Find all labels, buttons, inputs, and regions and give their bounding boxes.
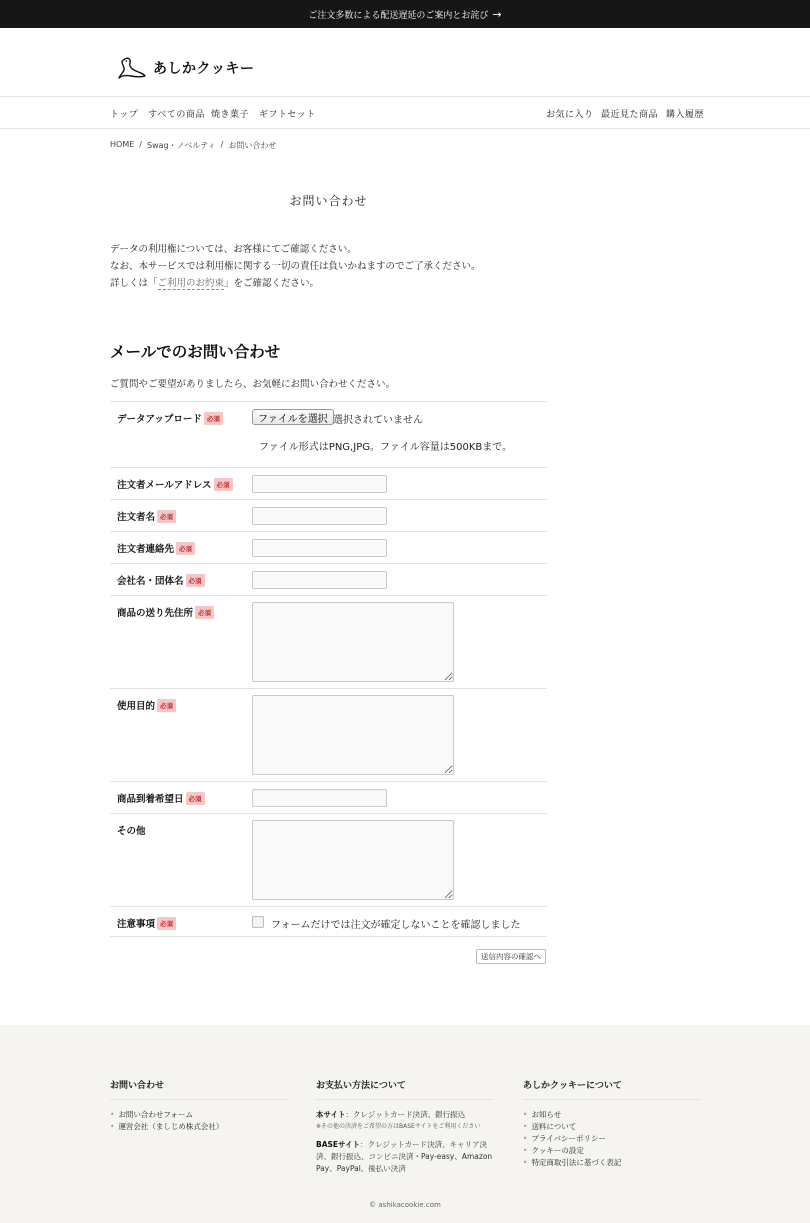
- form-row-email: [110, 468, 547, 500]
- footer-about-title: あしかクッキーについて: [523, 1078, 700, 1100]
- payment-site-info: [316, 1109, 493, 1133]
- payment-base-info: [316, 1139, 493, 1175]
- required-badge: 必須: [186, 792, 205, 805]
- form-row-company: [110, 564, 547, 596]
- breadcrumb-current: お問い合わせ: [228, 141, 277, 150]
- footer-link-privacy[interactable]: • プライバシーポリシー: [523, 1133, 700, 1145]
- contact-label: [117, 541, 195, 555]
- purpose-textarea[interactable]: [252, 695, 454, 775]
- nav-item-top[interactable]: トップ: [110, 110, 139, 120]
- notes-label-text: 注意事項: [117, 919, 156, 930]
- file-status: 選択されていません: [333, 415, 423, 426]
- footer-link-shipping[interactable]: • 送料について: [523, 1121, 700, 1133]
- logo-text: あしかクッキー: [153, 61, 255, 77]
- site-header: [0, 28, 810, 97]
- footer-link-company[interactable]: • 運営会社（ましじめ株式会社）: [110, 1121, 287, 1133]
- required-badge: 必須: [204, 412, 223, 425]
- breadcrumb-category[interactable]: Swag・ノベルティ: [146, 141, 216, 150]
- required-badge: 必須: [186, 574, 205, 587]
- contact-form: [110, 401, 547, 937]
- name-label-text: 注文者名: [117, 512, 156, 523]
- footer-payment-column: [316, 1078, 493, 1175]
- email-label-text: 注文者メールアドレス: [117, 480, 212, 491]
- upload-label-text: データアップロード: [117, 414, 202, 425]
- notice-line-1: データの利用権については、お客様にてご確認ください。: [110, 244, 357, 255]
- nav-item-baked-goods[interactable]: 焼き菓子: [211, 110, 250, 120]
- date-label-text: 商品到着希望日: [117, 794, 184, 805]
- site-logo[interactable]: [117, 56, 255, 80]
- form-row-contact: [110, 532, 547, 564]
- main-nav: [0, 97, 810, 129]
- form-row-other: [110, 814, 547, 907]
- footer-link-contact-form[interactable]: • お問い合わせフォーム: [110, 1109, 287, 1121]
- terms-link[interactable]: ご利用のお約束: [157, 278, 225, 289]
- form-row-purpose: [110, 689, 547, 782]
- copyright: © ashikacookie.com: [369, 1201, 441, 1209]
- contact-label-text: 注文者連絡先: [117, 544, 175, 555]
- payment-base-text: ：クレジットカード決済、キャリア決済、銀行振込、コンビニ決済・Pay-easy、Amazon Pay、PayPal、後払い決済: [316, 1140, 493, 1173]
- address-label: [117, 605, 214, 619]
- footer-link-cookie-settings[interactable]: • クッキーの設定: [523, 1145, 700, 1157]
- notice-line-2: なお、本サービスでは利用権に関する一切の責任は負いかねますのでご了承ください。: [110, 261, 481, 272]
- required-badge: 必須: [176, 542, 195, 555]
- delivery-date-field[interactable]: [252, 789, 387, 807]
- address-textarea[interactable]: [252, 602, 454, 682]
- nav-item-favorites[interactable]: お気に入り: [546, 110, 594, 120]
- payment-base-label: BASEサイト: [316, 1140, 361, 1149]
- footer-payment-title: お支払い方法について: [316, 1078, 493, 1100]
- form-row-notes: [110, 907, 547, 937]
- breadcrumb: [110, 140, 276, 151]
- required-badge: 必須: [157, 699, 176, 712]
- purpose-label-text: 使用目的: [117, 701, 156, 712]
- other-label-text: その他: [117, 826, 146, 837]
- notice-line-3-post: 」をご確認ください。: [224, 278, 320, 289]
- confirm-submit-button[interactable]: 送信内容の確認へ: [476, 949, 546, 964]
- file-select-button[interactable]: ファイルを選択: [252, 409, 334, 425]
- footer-link-legal[interactable]: • 特定商取引法に基づく表記: [523, 1157, 700, 1169]
- footer-about-column: [523, 1078, 700, 1169]
- footer-contact-column: [110, 1078, 287, 1133]
- mail-section-title: メールでのお問い合わせ: [110, 343, 281, 361]
- page-title: お問い合わせ: [289, 194, 368, 208]
- upload-label: [117, 411, 223, 425]
- date-label: [117, 791, 205, 805]
- mail-section-description: ご質問やご要望がありましたら、お気軽にお問い合わせください。: [110, 379, 396, 390]
- confirm-checkbox-label[interactable]: フォームだけでは注文が確定しないことを確認しました: [271, 920, 521, 931]
- payment-site-note: ※その他の決済をご希望の方はBASEサイトをご利用ください: [316, 1123, 481, 1130]
- sea-lion-icon: [117, 56, 147, 80]
- nav-item-gift-set[interactable]: ギフトセット: [259, 110, 316, 120]
- footer-link-news[interactable]: • お知らせ: [523, 1109, 700, 1121]
- footer-contact-title: お問い合わせ: [110, 1078, 287, 1100]
- form-row-upload: [110, 402, 547, 468]
- notice-line-3-pre: 詳しくは「: [110, 278, 158, 289]
- form-row-address: [110, 596, 547, 689]
- breadcrumb-separator: /: [220, 140, 224, 149]
- email-label: [117, 477, 233, 491]
- email-field[interactable]: [252, 475, 387, 493]
- other-label: [117, 823, 146, 837]
- nav-item-all-products[interactable]: すべての商品: [148, 110, 205, 120]
- site-footer: [0, 1025, 810, 1223]
- announcement-bar[interactable]: [0, 0, 810, 28]
- nav-item-purchase-history[interactable]: 購入履歴: [666, 110, 705, 120]
- file-format-note: ファイル形式はPNG,JPG。ファイル容量は500KBまで。: [259, 442, 513, 453]
- company-field[interactable]: [252, 571, 387, 589]
- company-label-text: 会社名・団体名: [117, 576, 184, 587]
- required-badge: 必須: [157, 917, 176, 930]
- notes-label: [117, 916, 176, 930]
- name-field[interactable]: [252, 507, 387, 525]
- required-badge: 必須: [157, 510, 176, 523]
- usage-notice: [110, 241, 481, 292]
- announcement-text[interactable]: ご注文多数による配送遅延のご案内とお詫び: [308, 10, 489, 21]
- arrow-right-icon: →: [492, 7, 502, 21]
- contact-field[interactable]: [252, 539, 387, 557]
- payment-site-text: ：クレジットカード決済、銀行振込: [345, 1110, 466, 1119]
- confirm-checkbox[interactable]: [252, 916, 264, 928]
- form-row-name: [110, 500, 547, 532]
- nav-item-recently-viewed[interactable]: 最近見た商品: [601, 110, 659, 120]
- company-label: [117, 573, 205, 587]
- required-badge: 必須: [195, 606, 214, 619]
- required-badge: 必須: [214, 478, 233, 491]
- address-label-text: 商品の送り先住所: [117, 608, 194, 619]
- purpose-label: [117, 698, 176, 712]
- payment-site-label: 本サイト: [316, 1110, 346, 1119]
- name-label: [117, 509, 176, 523]
- breadcrumb-home[interactable]: HOME: [110, 140, 135, 149]
- form-row-date: [110, 782, 547, 814]
- other-textarea[interactable]: [252, 820, 454, 900]
- breadcrumb-separator: /: [139, 140, 142, 149]
- notice-line-3: [110, 275, 481, 292]
